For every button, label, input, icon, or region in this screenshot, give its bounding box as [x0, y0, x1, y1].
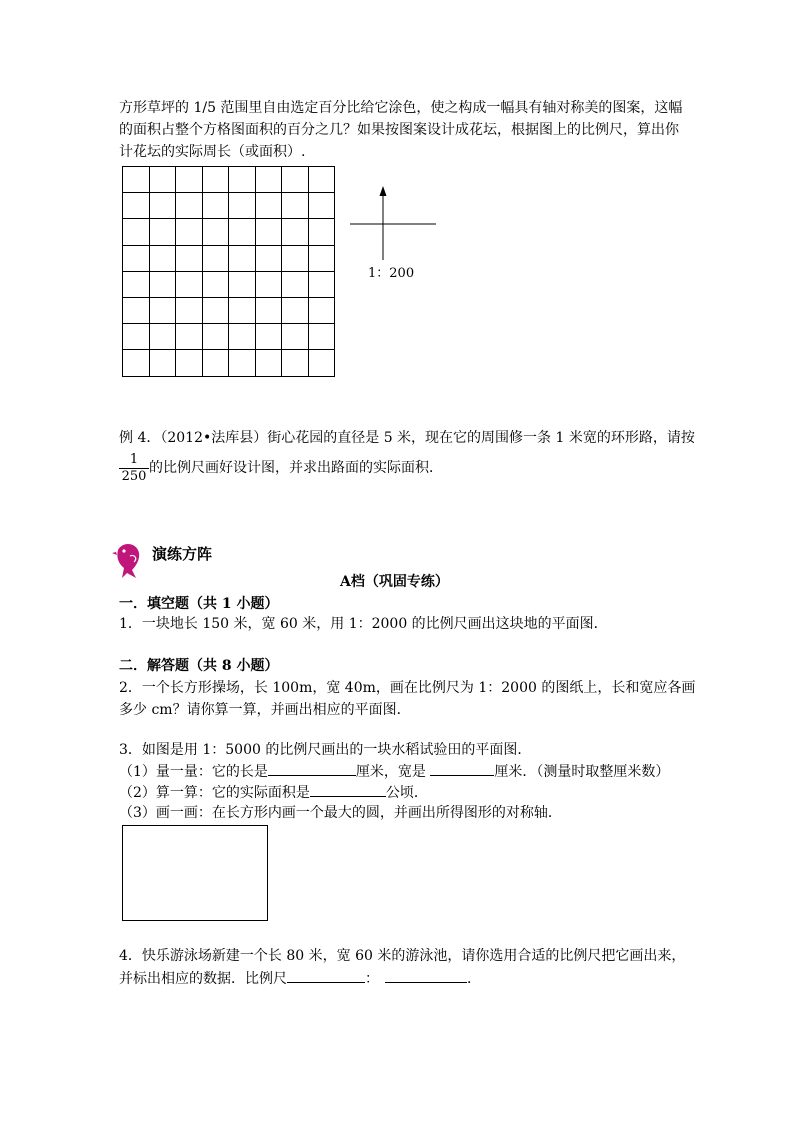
part1-heading: 一．填空题（共 1 小题）	[119, 596, 279, 612]
grid-cell	[123, 167, 150, 193]
question-3-part-a	[119, 761, 669, 782]
section-subtitle: A档（巩固专练）	[340, 574, 449, 590]
grid-cell	[202, 324, 229, 350]
grid-cell	[308, 271, 335, 297]
grid-cell	[255, 324, 282, 350]
part2-heading: 二．解答题（共 8 小题）	[119, 658, 279, 674]
grid-cell	[176, 219, 203, 245]
intro-line-3: 计花坛的实际周长（或面积）.	[119, 144, 306, 160]
question-4-line-2	[119, 968, 481, 989]
grid-row	[123, 219, 335, 245]
question-1: 1．一块地长 150 米，宽 60 米，用 1：2000 的比例尺画出这块地的平面图．	[119, 616, 608, 632]
grid-cell	[282, 167, 309, 193]
grid-cell	[149, 167, 176, 193]
grid-cell	[308, 245, 335, 271]
grid-cell	[149, 324, 176, 350]
grid-cell	[229, 297, 256, 323]
scale-blank-left[interactable]	[287, 968, 365, 983]
intro-line-2: 的面积占整个方格图面积的百分之几？如果按图案设计成花坛，根据图上的比例尺，算出你	[119, 122, 679, 138]
area-blank[interactable]	[310, 782, 386, 797]
grid-cell	[176, 324, 203, 350]
grid-row	[123, 193, 335, 219]
fraction-denominator: 250	[121, 469, 147, 484]
grid-row	[123, 297, 335, 323]
grid-cell	[282, 245, 309, 271]
grid-cell	[255, 193, 282, 219]
grid-row	[123, 245, 335, 271]
grid-cell	[229, 245, 256, 271]
dolphin-icon	[112, 540, 146, 580]
grid-row	[123, 167, 335, 193]
grid-cell	[123, 245, 150, 271]
grid-cell	[176, 193, 203, 219]
grid-cell	[282, 350, 309, 376]
grid-cell	[282, 324, 309, 350]
intro-line-1: 方形草坪的 1/5 范围里自由选定百分比给它涂色，使之构成一幅具有轴对称美的图案，这幅	[119, 100, 683, 116]
grid-cell	[229, 167, 256, 193]
section-title: 演练方阵	[152, 545, 213, 563]
example4-line-2: 的比例尺画好设计图，并求出路面的实际面积．	[149, 460, 443, 476]
example4-line-1: 例 4．（2012•法库县）街心花园的直径是 5 米，现在它的周围修一条 1 米宽的环形路，请按	[119, 430, 695, 446]
grid-cell	[123, 271, 150, 297]
width-blank[interactable]	[430, 761, 494, 776]
grid-cell	[149, 219, 176, 245]
grid-cell	[282, 271, 309, 297]
grid-cell	[149, 193, 176, 219]
grid-cell	[176, 297, 203, 323]
grid-cell	[308, 350, 335, 376]
grid-cell	[282, 193, 309, 219]
grid-cell	[176, 350, 203, 376]
grid-cell	[149, 297, 176, 323]
grid-cell	[229, 271, 256, 297]
grid-cell	[176, 167, 203, 193]
grid-cell	[308, 297, 335, 323]
grid-cell	[308, 324, 335, 350]
grid-cell	[229, 350, 256, 376]
question-4-line-1: 4．快乐游泳场新建一个长 80 米，宽 60 米的游泳池，请你选用合适的比例尺把它画出来，	[119, 948, 686, 964]
grid-cell	[255, 297, 282, 323]
grid-cell	[202, 167, 229, 193]
q4-colon: ：	[365, 971, 379, 987]
grid-cell	[255, 271, 282, 297]
square-grid	[122, 166, 335, 377]
scale-label: 1：200	[368, 266, 415, 281]
grid-cell	[123, 297, 150, 323]
grid-cell	[202, 245, 229, 271]
grid-cell	[308, 167, 335, 193]
grid-cell	[202, 193, 229, 219]
grid-cell	[255, 219, 282, 245]
q3a-prefix: （1）量一量：它的长是	[119, 764, 268, 780]
grid-cell	[255, 245, 282, 271]
scale-blank-right[interactable]	[385, 968, 467, 983]
grid-cell	[229, 193, 256, 219]
q3a-suffix: 厘米．（测量时取整厘米数）	[494, 764, 670, 780]
grid-row	[123, 271, 335, 297]
grid-cell	[149, 271, 176, 297]
grid-cell	[123, 350, 150, 376]
question-3-part-c: （3）画一画：在长方形内画一个最大的圆，并画出所得图形的对称轴．	[119, 805, 562, 821]
grid-row	[123, 350, 335, 376]
q4-suffix: ．	[467, 971, 481, 987]
grid-cell	[202, 271, 229, 297]
grid-cell	[123, 193, 150, 219]
q3b-suffix: 公顷．	[385, 785, 428, 801]
grid-cell	[123, 324, 150, 350]
grid-cell	[282, 297, 309, 323]
question-3-line-1: 3．如图是用 1：5000 的比例尺画出的一块水稻试验田的平面图．	[119, 742, 532, 758]
q4-prefix: 并标出相应的数据．比例尺	[119, 971, 287, 987]
fraction-numerator: 1	[119, 452, 149, 469]
q3b-prefix: （2）算一算：它的实际面积是	[119, 785, 310, 801]
question-2-line-1: 2．一个长方形操场，长 100m，宽 40m，画在比例尺为 1：2000 的图纸上，长和宽应各画	[119, 680, 696, 696]
grid-cell	[123, 219, 150, 245]
grid-cell	[229, 219, 256, 245]
direction-arrow-icon	[350, 186, 440, 266]
grid-cell	[202, 219, 229, 245]
grid-cell	[202, 297, 229, 323]
grid-cell	[176, 271, 203, 297]
grid-cell	[308, 219, 335, 245]
grid-cell	[282, 219, 309, 245]
grid-row	[123, 324, 335, 350]
grid-cell	[308, 193, 335, 219]
grid-cell	[176, 245, 203, 271]
grid-cell	[202, 350, 229, 376]
grid-cell	[149, 350, 176, 376]
grid-cell	[255, 350, 282, 376]
q3a-middle: 厘米，宽是	[355, 764, 431, 780]
grid-cell	[149, 245, 176, 271]
question-2-line-2: 多少 cm？请你算一算，并画出相应的平面图．	[119, 702, 411, 718]
scale-fraction	[119, 452, 149, 485]
grid-cell	[255, 167, 282, 193]
question-3-part-b	[119, 782, 428, 803]
length-blank[interactable]	[268, 761, 356, 776]
rice-field-rectangle	[122, 825, 268, 921]
grid-cell	[229, 324, 256, 350]
